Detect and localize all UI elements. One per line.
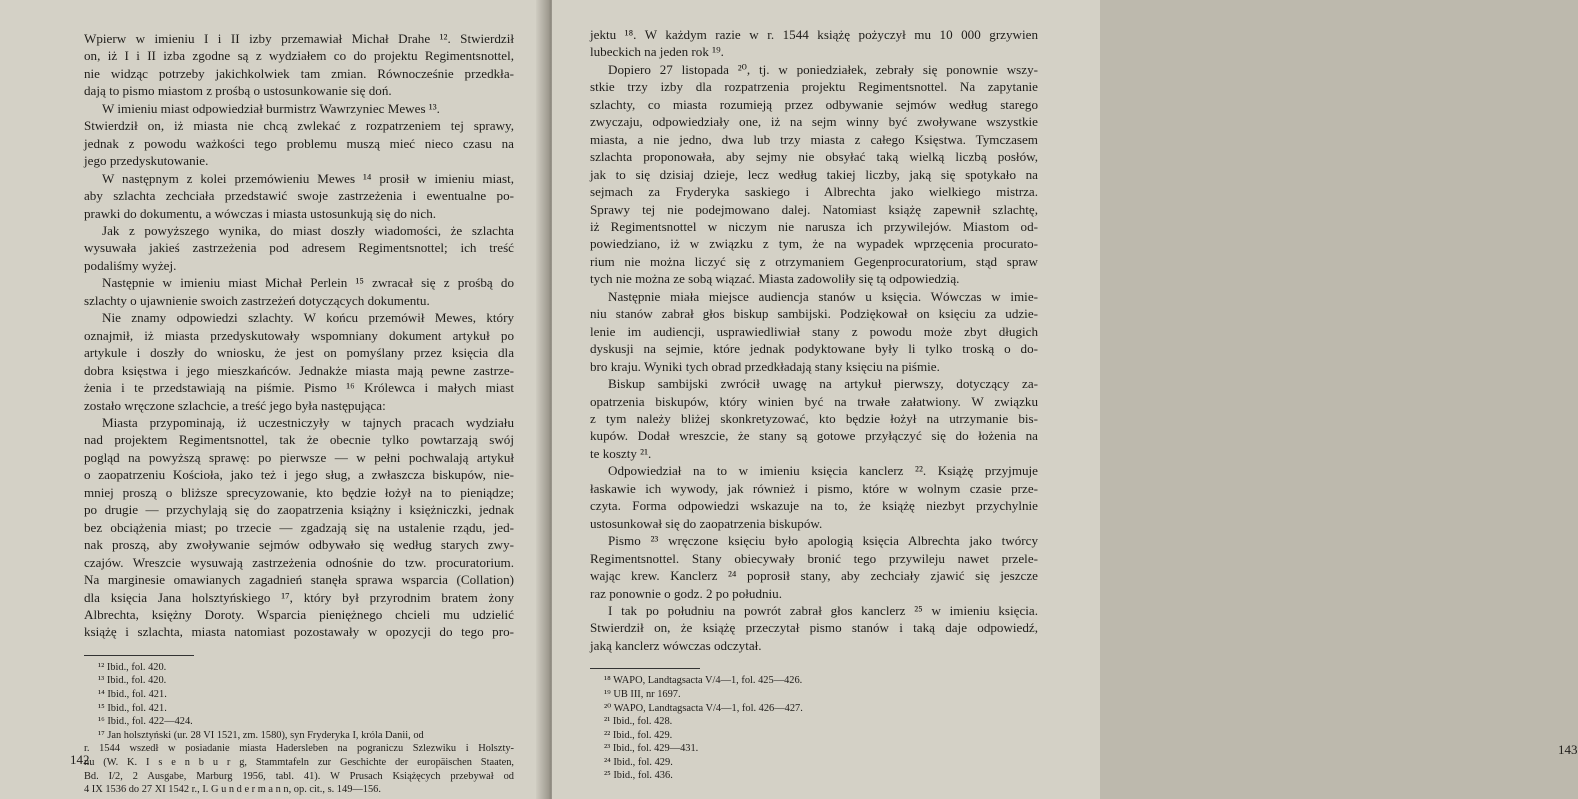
text-line: po drugie — przychylają się do zaopatrzenia książny i księżniczki, jednak	[84, 502, 514, 518]
text-line: o zaopatrzeniu Kościoła, jako też i jego sług, a zwłaszcza biskupów, nie-	[84, 467, 514, 483]
text-line: Nie znamy odpowiedzi szlachty. W końcu przemówił Mewes, który	[102, 310, 514, 326]
text-line: ustosunkował się do zaopatrzenia biskupów.	[590, 515, 823, 531]
text-line: powiedziano, iż w związku z tym, że na wypadek wprzęcenia procurato-	[590, 236, 1038, 252]
text-line: Biskup sambijski zwrócił uwagę na artykuł pierwszy, dotyczący za-	[608, 376, 1038, 392]
text-line: dobra księstwa i jego mieszkańców. Jednakże miasta mają pewne zastrze-	[84, 362, 514, 378]
text-line: miasta, a nie jedno, dwa lub trzy miasta z całego Księstwa. Tymczasem	[590, 131, 1038, 147]
text-line: szlachty, co miasta rozumieją przez odbywanie sejmów według starego	[590, 96, 1038, 112]
text-line: łaskawie ich wywody, jak również i pismo, które w wolnym czasie prze-	[590, 480, 1038, 496]
text-line: jektu ¹⁸. W każdym razie w r. 1544 książę pożyczył mu 10 000 grzywien	[590, 27, 1038, 42]
text-line: Wpierw w imieniu I i II izby przemawiał Michał Drahe ¹². Stwierdził	[84, 31, 514, 46]
text-line: W imieniu miast odpowiedział burmistrz Wawrzyniec Mewes ¹³.	[102, 100, 440, 116]
footnote-continuation: 4 IX 1536 do 27 XI 1542 r., I. G u n d e r m a n n, op. cit., s. 149—156.	[84, 784, 381, 796]
text-line: artykule i doszły do wniosku, że jest on pomyślany przez księcia dla	[84, 345, 514, 361]
text-line: Następnie w imieniu miast Michał Perlein ¹⁵ zwracał się z prośbą do	[102, 275, 514, 291]
page-number-right: 143	[1558, 742, 1578, 757]
text-line: Dopiero 27 listopada ²⁰, tj. w poniedziałek, zebrały się ponownie wszy-	[608, 61, 1038, 77]
text-line: rium nie można liczyć się z otrzymaniem Gegenprocuratorium, stąd spraw	[590, 253, 1038, 269]
text-line: z tym należy bliżej skonkretyzować, kto będzie łożył na utrzymanie bis-	[590, 410, 1038, 426]
text-line: W następnym z kolei przemówieniu Mewes ¹⁴ prosił w imieniu miast,	[102, 170, 514, 186]
text-line: szlachty o ujawnienie swoich zastrzeżeń dotyczących dokumentu.	[84, 292, 430, 308]
text-line: lubeckich na jeden rok ¹⁹.	[590, 44, 724, 60]
footnote: ¹⁹ UB III, nr 1697.	[604, 688, 681, 700]
footnote: ¹⁴ Ibid., fol. 421.	[98, 689, 167, 701]
text-line: tych nie można ze sobą wiązać. Miasta zadowoliły się tą odpowiedzią.	[590, 271, 960, 287]
text-line: zostało wręczone szlachcie, a treść jego była następująca:	[84, 397, 386, 413]
footnote-continuation: r. 1544 wszedł w posiadanie miasta Hadersleben na pograniczu Szlezwiku i Holszty-	[84, 743, 514, 755]
text-line: Na marginesie omawianych zagadnień stanęła sprawa wsparcia (Collation)	[84, 572, 514, 588]
text-line: Stwierdził on, że książę przeczytał pismo stanów i taką daje odpowiedź,	[590, 620, 1038, 636]
text-line: bez obciążenia miast; po trzecie — zgadzają się na ustalenie rządu, jed-	[84, 519, 514, 535]
footnote-continuation: Bd. I/2, 2 Ausgabe, Marburg 1956, tabl. 41). W Prusach Książęcych przebywał od	[84, 770, 514, 782]
text-line: Regimentsnottel. Stany obiecywały bronić tego przywileju nawet przele-	[590, 550, 1038, 566]
left-page-body	[84, 30, 514, 641]
text-line: lenie im audiencji, usprawiedliwiał stany z powodu może zbyt długich	[590, 323, 1038, 339]
right-footnotes	[590, 674, 1038, 783]
text-line: aby szlachta zechciała przedstawić swoje zastrzeżenia i ewentualne po-	[84, 188, 514, 204]
text-line: Miasta przypominają, iż uczestniczyły w tajnych pracach wydziału	[102, 414, 514, 430]
text-line: Jak z powyższego wynika, do miast doszły wiadomości, że szlachta	[102, 222, 514, 238]
text-line: książę i szlachta, miasta natomiast pozostawały w opozycji do tego pro-	[84, 624, 514, 640]
right-page-body	[590, 26, 1038, 654]
footnote-divider	[84, 655, 194, 656]
footnote: ²⁵ Ibid., fol. 436.	[604, 770, 673, 782]
text-line: kupów. Dodał wreszcie, że stany są gotowe przyłączyć się do łożenia na	[590, 428, 1038, 444]
text-line: mniej proszą o bliższe sprecyzowanie, kto będzie łożył na to pieniądze;	[84, 484, 514, 500]
text-line: opatrzenia biskupów, który winien być na trwałe załatwiony. W związku	[590, 393, 1038, 409]
left-footnotes	[84, 661, 514, 797]
footnote: ¹⁶ Ibid., fol. 422—424.	[98, 716, 193, 728]
text-line: jaką kanclerz wówczas odczytał.	[590, 637, 762, 653]
text-line: szlachta proponowała, aby sejmy nie obsyłać taką wielką liczbą posłów,	[590, 149, 1038, 165]
footnote: ¹² Ibid., fol. 420.	[98, 661, 167, 673]
text-line: sejmach za Fryderyka saskiego i Albrechta jako wielkiego mistrza.	[590, 184, 1038, 200]
text-line: Następnie miała miejsce audiencja stanów u księcia. Wówczas w imie-	[608, 288, 1038, 304]
text-line: dają to pismo miastom z prośbą o ustosunkowanie się doń.	[84, 83, 392, 99]
text-line: raz ponownie o godz. 2 po południu.	[590, 585, 783, 601]
text-line: Sprawy tej nie podejmowano dalej. Natomiast książę zapewnił szlachtę,	[590, 201, 1038, 217]
footnote: ²⁴ Ibid., fol. 429.	[604, 756, 673, 768]
footnote: ¹⁸ WAPO, Landtagsacta V/4—1, fol. 425—426.	[604, 675, 803, 687]
footnote: ²³ Ibid., fol. 429—431.	[604, 743, 699, 755]
text-line: żenia i te przedstawiają na piśmie. Pismo ¹⁶ Królewca i małych miast	[84, 380, 514, 396]
footnote: ¹⁷ Jan holsztyński (ur. 28 VI 1521, zm. 1580), syn Fryderyka I, króla Danii, od	[98, 729, 424, 741]
text-line: czyta. Forma odpowiedzi wskazuje na to, że książę niezbyt przychylnie	[590, 498, 1038, 514]
footnote-continuation: nu (W. K. I s e n b u r g, Stammtafeln zur Geschichte der europäischen Staaten,	[84, 757, 514, 769]
text-line: stkie trzy izby dla rozpatrzenia projektu Regimentsnottel. Na zapytanie	[590, 79, 1038, 95]
text-line: Stwierdził on, iż miasta nie chcą zwlekać z rozpatrzeniem tej sprawy,	[84, 118, 514, 134]
text-line: on, iż I i II izba zgodne są z wydziałem co do projektu Regimentsnottel,	[84, 48, 514, 64]
text-line: jak to się dzisiaj dzieje, lecz według takiej liczby, jaką się spotykało na	[590, 166, 1038, 182]
text-line: wysuwała jakieś zastrzeżenia pod adresem Regimentsnottel; ich treść	[84, 240, 514, 256]
text-line: bro kraju. Wyniki tych obrad przedkładają stany księciu na piśmie.	[590, 358, 940, 374]
footnote: ²² Ibid., fol. 429.	[604, 729, 673, 741]
text-line: wając krew. Kanclerz ²⁴ poprosił stany, aby zechciały zjawić się jeszcze	[590, 568, 1038, 584]
footnote: ²¹ Ibid., fol. 428.	[604, 716, 673, 728]
text-line: nad projektem Regimentsnottel, tak że obecnie tylko powtarzają swój	[84, 432, 514, 448]
text-line: pogląd na powyższą sprawę: po pierwsze — w pełni pochwalają artykuł	[84, 449, 514, 465]
footnote-divider	[590, 668, 700, 669]
text-line: czajów. Wreszcie wysuwają zastrzeżenia odnośnie do tzw. procuratorium.	[84, 554, 514, 570]
left-page	[0, 0, 548, 799]
text-line: zwyczaju, odpowiedziały one, iż na sejm winny być zwoływane wszystkie	[590, 114, 1038, 130]
text-line: dla księcia Jana holsztyńskiego ¹⁷, który był przyrodnim bratem żony	[84, 589, 514, 605]
right-page	[552, 0, 1578, 799]
footnote: ¹⁵ Ibid., fol. 421.	[98, 702, 167, 714]
page-number-left: 142	[70, 752, 90, 767]
text-line: prawki do dokumentu, a wówczas i miasta ustosunkują się do nich.	[84, 205, 437, 221]
footnote: ²⁰ WAPO, Landtagsacta V/4—1, fol. 426—427.	[604, 702, 803, 714]
text-line: jednak z powodu ważkości tego problemu muszą mieć nieco czasu na	[84, 135, 514, 151]
footnote: ¹³ Ibid., fol. 420.	[98, 675, 167, 687]
text-line: te koszty ²¹.	[590, 445, 652, 461]
text-line: dyskusji na sejmie, które jednak podyktowane były li tylko troską o do-	[590, 341, 1038, 357]
text-line: Odpowiedział na to w imieniu księcia kanclerz ²². Książę przyjmuje	[608, 463, 1038, 479]
text-line: oznajmił, iż miasta przedyskutowały wspomniany dokument artykuł po	[84, 327, 514, 343]
text-line: Albrechta, księżny Doroty. Wsparcia pieniężnego chcieli mu udzielić	[84, 606, 514, 622]
text-line: nak proszą, aby zwoływanie sejmów odbywało się według starych zwy-	[84, 537, 514, 553]
text-line: nie widząc potrzeby jakichkolwiek tam zmian. Równocześnie przedkła-	[84, 65, 514, 81]
text-line: Pismo ²³ wręczone księciu było apologią księcia Albrechta jako twórcy	[608, 533, 1038, 549]
text-line: jego przedyskutowanie.	[84, 153, 209, 169]
text-line: niu stanów zabrał głos biskup sambijski. Podziękował on księciu za udzie-	[590, 306, 1038, 322]
text-line: iż Regimentsnottel w niczym nie narusza ich przywilejów. Miastom od-	[590, 218, 1038, 234]
text-line: podaliśmy wyżej.	[84, 257, 177, 273]
text-line: I tak po południu na powrót zabrał głos kanclerz ²⁵ w imieniu księcia.	[608, 602, 1038, 618]
